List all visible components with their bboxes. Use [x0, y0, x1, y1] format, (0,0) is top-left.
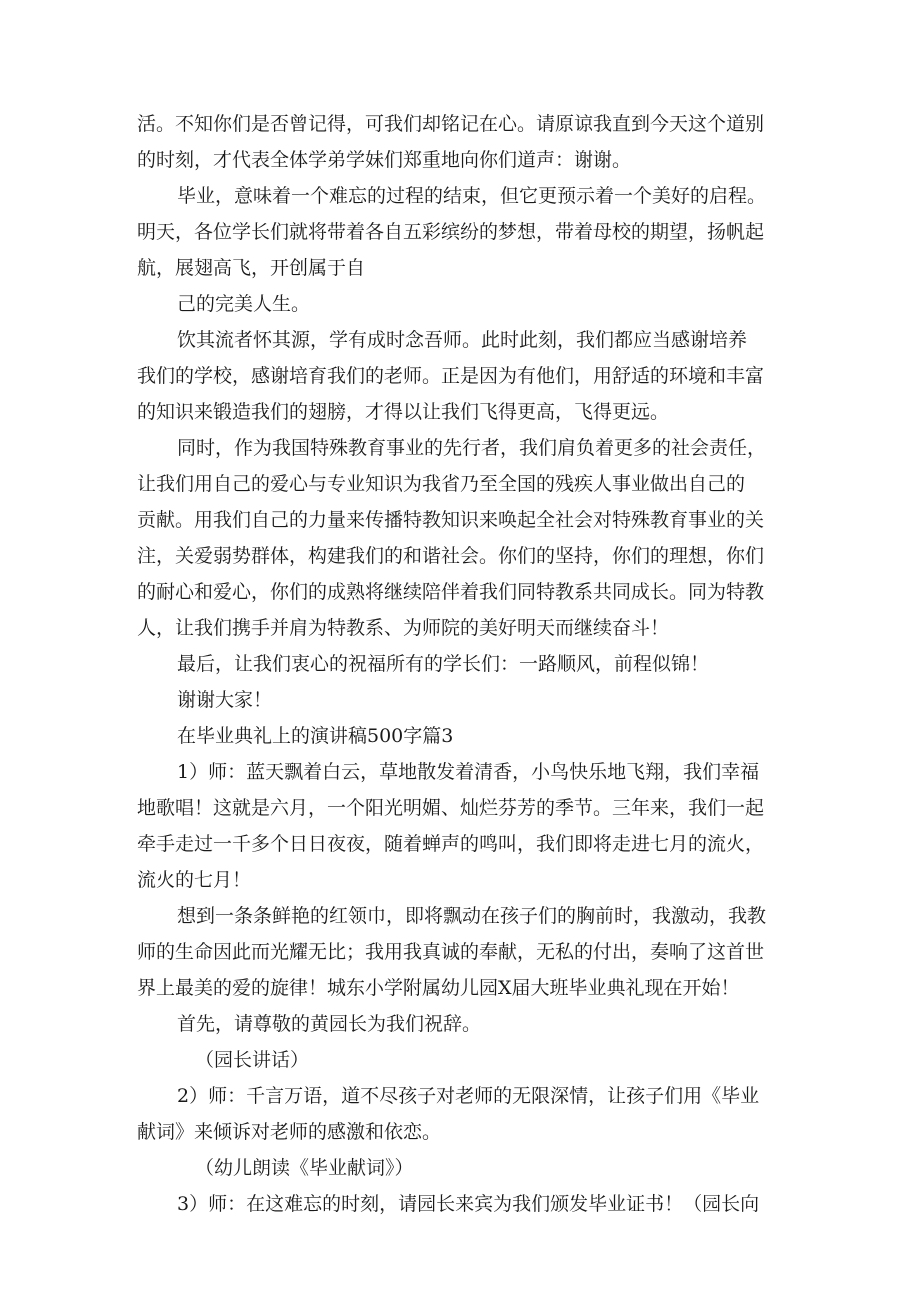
text-line: 1）师：蓝天飘着白云，草地散发着清香，小鸟快乐地飞翔，我们幸福: [177, 761, 760, 783]
text-line: 同时，作为我国特殊教育事业的先行者，我们肩负着更多的社会责任，: [177, 437, 767, 459]
text-line: （园长讲话）: [195, 1049, 310, 1071]
text-line: 贡献。用我们自己的力量来传播特教知识来唤起全社会对特殊教育事业的关: [137, 509, 765, 531]
text-line: 己的完美人生。: [177, 293, 311, 315]
text-line: 地歌唱！这就是六月，一个阳光明媚、灿烂芬芳的季节。三年来，我们一起: [137, 797, 765, 819]
text-line: 3）师：在这难忘的时刻，请园长来宾为我们颁发毕业证书！（园长向: [177, 1193, 760, 1215]
text-line: （幼儿朗读《毕业献词》）: [195, 1157, 414, 1179]
text-line: 师的生命因此而光耀无比；我用我真诚的奉献，无私的付出，奏响了这首世: [137, 941, 765, 963]
text-line: 谢谢大家！: [177, 689, 273, 711]
text-line: 航，展翅高飞，开创属于自: [137, 257, 366, 279]
text-line: 的耐心和爱心，你们的成熟将继续陪伴着我们同特教系共同成长。同为特教: [137, 581, 765, 603]
text-line: 最后，让我们衷心的祝福所有的学长们：一路顺风，前程似锦！: [177, 653, 710, 675]
text-line: 明天，各位学长们就将带着各自五彩缤纷的梦想，带着母校的期望，扬帆起: [137, 221, 765, 243]
text-line: 的知识来锻造我们的翅膀，才得以让我们飞得更高，飞得更远。: [137, 401, 670, 423]
text-line: 活。不知你们是否曾记得，可我们却铭记在心。请原谅我直到今天这个道别: [137, 113, 765, 135]
text-line: 注，关爱弱势群体，构建我们的和谐社会。你们的坚持，你们的理想，你们: [137, 545, 765, 567]
text-line: 的时刻，才代表全体学弟学妹们郑重地向你们道声：谢谢。: [137, 149, 632, 171]
text-line: 献词》来倾诉对老师的感激和依恋。: [137, 1121, 442, 1143]
text-line: 想到一条条鲜艳的红领巾，即将飘动在孩子们的胸前时，我激动，我教: [177, 905, 767, 927]
text-line: 我们的学校，感谢培育我们的老师。正是因为有他们，用舒适的环境和丰富: [137, 365, 765, 387]
text-line: 流火的七月！: [137, 869, 252, 891]
text-line: 让我们用自己的爱心与专业知识为我省乃至全国的残疾人事业做出自己的: [137, 473, 746, 495]
text-line: 人，让我们携手并肩为特教系、为师院的美好明天而继续奋斗！: [137, 617, 670, 639]
text-line: 毕业，意味着一个难忘的过程的结束，但它更预示着一个美好的启程。: [177, 185, 767, 207]
text-line: 2）师：千言万语，道不尽孩子对老师的无限深情，让孩子们用《毕业: [177, 1085, 760, 1107]
text-line: 首先，请尊敬的黄园长为我们祝辞。: [177, 1013, 482, 1035]
text-line: 饮其流者怀其源，学有成时念吾师。此时此刻，我们都应当感谢培养: [177, 329, 748, 351]
text-line: 界上最美的爱的旋律！城东小学附属幼儿园X届大班毕业典礼现在开始！: [137, 977, 740, 999]
section-heading: 在毕业典礼上的演讲稿500字篇3: [177, 725, 454, 747]
text-line: 牵手走过一千多个日日夜夜，随着蝉声的鸣叫，我们即将走进七月的流火，: [137, 833, 765, 855]
